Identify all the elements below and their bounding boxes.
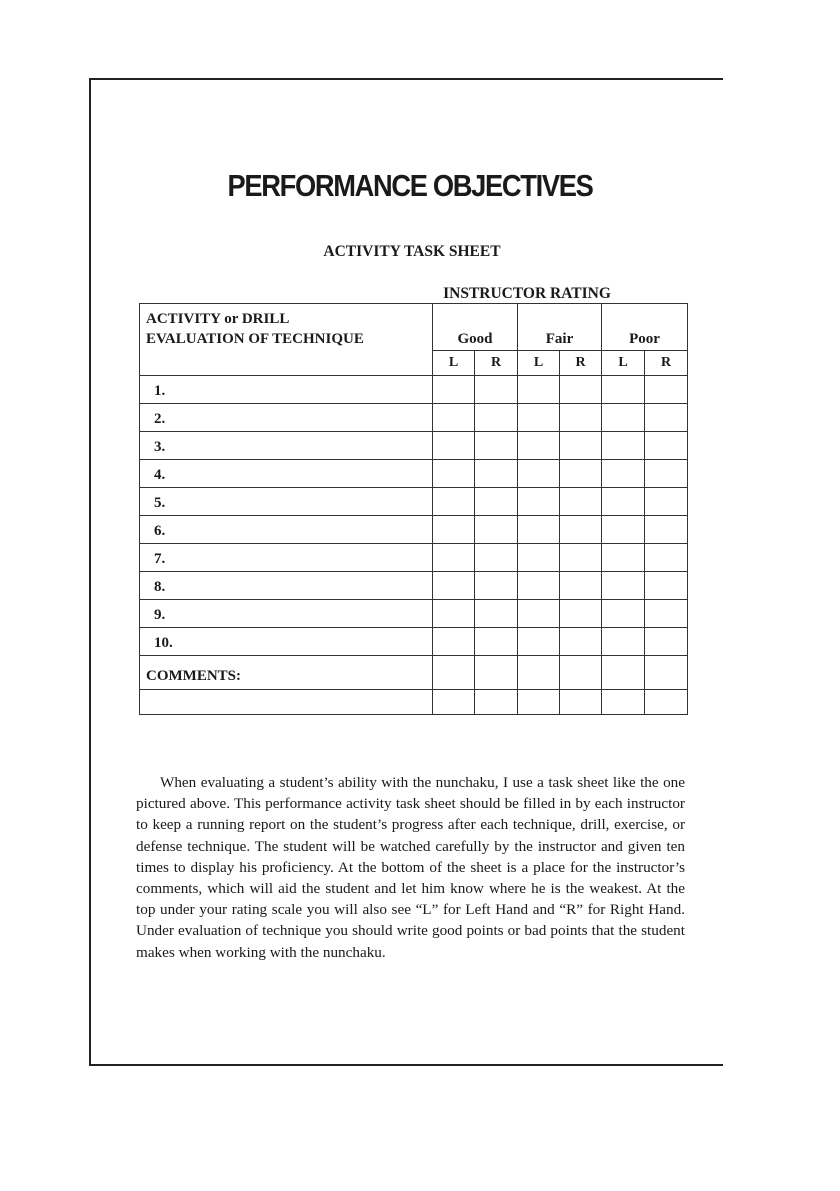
table-row — [140, 432, 688, 460]
row-number: 8. — [140, 572, 433, 600]
rating-cell[interactable] — [475, 460, 518, 488]
comments-blank-cell[interactable] — [645, 690, 688, 715]
rating-cell[interactable] — [518, 432, 560, 460]
rating-cell[interactable] — [560, 600, 602, 628]
rating-cell[interactable] — [560, 404, 602, 432]
body-paragraph: When evaluating a student’s ability with the nunchaku, I use a task sheet like the one pictured above. This performance activity task sheet should be filled in by each instructor to keep a running report on the student’s progress after each technique, drill, exercise, or defense technique. The student will be watched carefully by the instructor and given ten times to display his proficiency. At the bottom of the sheet is a place for the instructor’s comments, which will aid the student and let him know where he is the weakest. At the top under your rating scale you will also see “L” for Left Hand and “R” for Right Hand. Under evaluation of technique you should write good points or bad points that the student makes when working with the nunchaku. — [136, 774, 685, 961]
rating-cell[interactable] — [645, 432, 688, 460]
comments-cell[interactable] — [518, 656, 560, 690]
rating-cell[interactable] — [602, 376, 645, 404]
comments-blank-cell[interactable] — [518, 690, 560, 715]
activity-header-line1: ACTIVITY or DRILL — [146, 311, 290, 327]
rating-cell[interactable] — [645, 376, 688, 404]
rating-cell[interactable] — [475, 432, 518, 460]
comments-blank-cell[interactable] — [140, 690, 433, 715]
rating-cell[interactable] — [560, 432, 602, 460]
row-number: 1. — [140, 376, 433, 404]
rating-cell[interactable] — [560, 376, 602, 404]
instructor-rating-label: INSTRUCTOR RATING — [443, 285, 611, 302]
rating-cell[interactable] — [475, 376, 518, 404]
table-row — [140, 460, 688, 488]
table-row — [140, 628, 688, 656]
side-label: L — [518, 351, 560, 376]
table-header-row — [140, 304, 688, 351]
comments-row — [140, 656, 688, 690]
rating-cell[interactable] — [475, 488, 518, 516]
table-row — [140, 404, 688, 432]
row-number: 7. — [140, 544, 433, 572]
comments-blank-cell[interactable] — [433, 690, 475, 715]
rating-cell[interactable] — [560, 628, 602, 656]
rating-cell[interactable] — [602, 572, 645, 600]
rating-cell[interactable] — [475, 572, 518, 600]
rating-cell[interactable] — [475, 516, 518, 544]
side-label: L — [602, 351, 645, 376]
left-rule — [89, 78, 91, 1065]
rating-cell[interactable] — [518, 376, 560, 404]
bottom-rule — [89, 1064, 723, 1066]
rating-cell[interactable] — [645, 404, 688, 432]
activity-header-line2: EVALUATION OF TECHNIQUE — [146, 331, 364, 347]
table-row — [140, 516, 688, 544]
rating-cell[interactable] — [518, 628, 560, 656]
rating-group-fair: Fair — [518, 304, 602, 351]
activity-task-table — [139, 303, 688, 715]
rating-cell[interactable] — [475, 544, 518, 572]
rating-cell[interactable] — [518, 460, 560, 488]
rating-cell[interactable] — [518, 516, 560, 544]
row-number: 9. — [140, 600, 433, 628]
rating-cell[interactable] — [560, 516, 602, 544]
rating-cell[interactable] — [433, 628, 475, 656]
comments-blank-cell[interactable] — [602, 690, 645, 715]
rating-cell[interactable] — [645, 628, 688, 656]
table-row — [140, 544, 688, 572]
row-number: 3. — [140, 432, 433, 460]
activity-header — [140, 304, 433, 376]
table-row — [140, 600, 688, 628]
rating-cell[interactable] — [433, 404, 475, 432]
comments-blank-row — [140, 690, 688, 715]
rating-cell[interactable] — [518, 572, 560, 600]
table-row — [140, 572, 688, 600]
rating-cell[interactable] — [560, 460, 602, 488]
comments-cell[interactable] — [560, 656, 602, 690]
comments-cell[interactable] — [645, 656, 688, 690]
rating-cell[interactable] — [475, 404, 518, 432]
side-label: L — [433, 351, 475, 376]
rating-cell[interactable] — [560, 544, 602, 572]
rating-cell[interactable] — [645, 516, 688, 544]
comments-blank-cell[interactable] — [560, 690, 602, 715]
rating-cell[interactable] — [518, 600, 560, 628]
rating-cell[interactable] — [645, 488, 688, 516]
page-title: PERFORMANCE OBJECTIVES — [227, 168, 593, 203]
rating-cell[interactable] — [475, 628, 518, 656]
rating-group-good: Good — [433, 304, 518, 351]
rating-cell[interactable] — [602, 600, 645, 628]
rating-cell[interactable] — [433, 600, 475, 628]
rating-cell[interactable] — [560, 488, 602, 516]
comments-cell[interactable] — [602, 656, 645, 690]
rating-cell[interactable] — [433, 516, 475, 544]
rating-cell[interactable] — [602, 628, 645, 656]
rating-cell[interactable] — [433, 544, 475, 572]
row-number: 4. — [140, 460, 433, 488]
rating-cell[interactable] — [602, 544, 645, 572]
rating-cell[interactable] — [602, 460, 645, 488]
rating-cell[interactable] — [602, 488, 645, 516]
rating-cell[interactable] — [518, 488, 560, 516]
rating-cell[interactable] — [645, 460, 688, 488]
rating-cell[interactable] — [645, 544, 688, 572]
rating-cell[interactable] — [518, 404, 560, 432]
row-number: 2. — [140, 404, 433, 432]
body-text — [136, 772, 685, 963]
rating-cell[interactable] — [560, 572, 602, 600]
rating-cell[interactable] — [433, 460, 475, 488]
page-subtitle: ACTIVITY TASK SHEET — [323, 243, 501, 260]
rating-cell[interactable] — [433, 488, 475, 516]
rating-group-poor: Poor — [602, 304, 688, 351]
rating-cell[interactable] — [433, 376, 475, 404]
rating-cell[interactable] — [433, 572, 475, 600]
rating-cell[interactable] — [602, 432, 645, 460]
side-label: R — [645, 351, 688, 376]
rating-cell[interactable] — [602, 516, 645, 544]
rating-cell[interactable] — [518, 544, 560, 572]
comments-blank-cell[interactable] — [475, 690, 518, 715]
table-row — [140, 488, 688, 516]
comments-label: COMMENTS: — [140, 656, 433, 690]
row-number: 10. — [140, 628, 433, 656]
row-number: 6. — [140, 516, 433, 544]
rating-cell[interactable] — [433, 432, 475, 460]
rating-cell[interactable] — [602, 404, 645, 432]
rating-cell[interactable] — [645, 572, 688, 600]
rating-cell[interactable] — [475, 600, 518, 628]
side-label: R — [560, 351, 602, 376]
table-row — [140, 376, 688, 404]
side-label: R — [475, 351, 518, 376]
comments-cell[interactable] — [433, 656, 475, 690]
row-number: 5. — [140, 488, 433, 516]
rating-cell[interactable] — [645, 600, 688, 628]
comments-cell[interactable] — [475, 656, 518, 690]
top-rule — [89, 78, 723, 80]
